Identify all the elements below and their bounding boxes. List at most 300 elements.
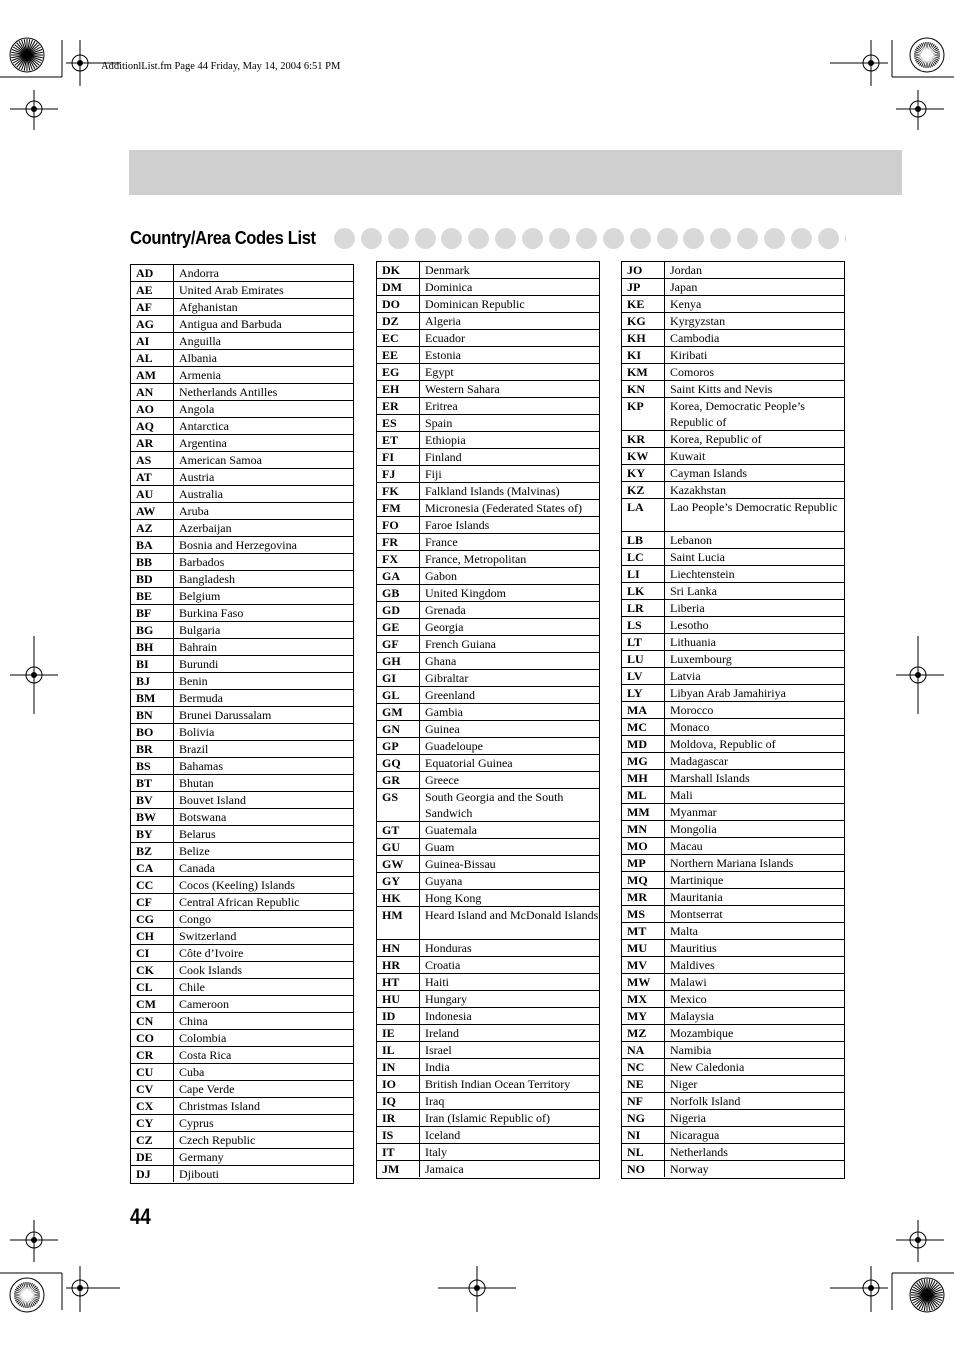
country-code: GQ [377, 755, 420, 772]
country-name: Ethiopia [420, 432, 600, 449]
table-row [131, 588, 353, 605]
country-name: Canada [174, 860, 354, 877]
country-name: Angola [174, 401, 354, 418]
table-row [131, 792, 353, 809]
country-name: Norway [670, 1162, 709, 1176]
country-name: Netherlands Antilles [174, 384, 354, 401]
country-code: GS [377, 789, 420, 822]
country-name: Jamaica [425, 1162, 464, 1176]
country-code: CL [131, 979, 174, 996]
country-name: Belarus [174, 826, 354, 843]
table-row [377, 296, 599, 313]
table-row [622, 347, 844, 364]
country-name: Benin [174, 673, 354, 690]
country-code: AD [131, 265, 174, 282]
country-name: Antarctica [174, 418, 354, 435]
country-name: Italy [420, 1144, 600, 1161]
country-code: HR [377, 957, 420, 974]
country-code: LV [622, 668, 665, 685]
country-name: Sri Lanka [665, 583, 845, 600]
table-row [622, 753, 844, 770]
country-name: Finland [420, 449, 600, 466]
table-row [377, 466, 599, 483]
country-name: Kazakhstan [665, 482, 845, 499]
title-dot [388, 228, 409, 249]
table-row [377, 534, 599, 551]
country-name: Croatia [420, 957, 600, 974]
country-name: Colombia [174, 1030, 354, 1047]
table-row [131, 877, 353, 894]
country-code: BG [131, 622, 174, 639]
country-name: India [420, 1059, 600, 1076]
table-row [131, 1064, 353, 1081]
title-dot [441, 228, 462, 249]
country-name: Hungary [420, 991, 600, 1008]
country-name: Antigua and Barbuda [174, 316, 354, 333]
table-row [377, 839, 599, 856]
country-code: GA [377, 568, 420, 585]
country-name: Bahamas [174, 758, 354, 775]
country-name: Bahrain [174, 639, 354, 656]
country-code: LU [622, 651, 665, 668]
country-name: Indonesia [420, 1008, 600, 1025]
country-code: KM [622, 364, 665, 381]
country-name: Cyprus [174, 1115, 354, 1132]
country-code: KE [622, 296, 665, 313]
table-row [622, 855, 844, 872]
table-row [622, 448, 844, 465]
country-code: FR [377, 534, 420, 551]
table-row [131, 979, 353, 996]
country-name: Israel [420, 1042, 600, 1059]
country-name: Guadeloupe [420, 738, 600, 755]
country-name: Heard Island and McDonald Islands [420, 907, 600, 940]
table-row [377, 653, 599, 670]
table-row [622, 1093, 844, 1110]
table-row [622, 1110, 844, 1127]
table-row [377, 1008, 599, 1025]
country-name: China [174, 1013, 354, 1030]
country-name: Guyana [420, 873, 600, 890]
country-code: AE [131, 282, 174, 299]
country-name: Albania [174, 350, 354, 367]
country-name: Haiti [420, 974, 600, 991]
table-row [377, 551, 599, 568]
table-row [622, 787, 844, 804]
table-row [131, 1115, 353, 1132]
file-header: AdditionlList.fm Page 44 Friday, May 14, 2004 6:51 PM [101, 61, 341, 72]
country-name: Western Sahara [420, 381, 600, 398]
country-name: Mauritius [665, 940, 845, 957]
country-code: CR [131, 1047, 174, 1064]
country-name: United Arab Emirates [174, 282, 354, 299]
country-code: NF [622, 1093, 665, 1110]
table-row [377, 721, 599, 738]
country-code: DE [131, 1149, 174, 1166]
country-code: HM [377, 907, 420, 940]
country-code: IN [377, 1059, 420, 1076]
table-row [622, 974, 844, 991]
country-name: Libyan Arab Jamahiriya [665, 685, 845, 702]
table-row [377, 940, 599, 957]
country-code: BY [131, 826, 174, 843]
country-code: IE [377, 1025, 420, 1042]
table-row [377, 602, 599, 619]
country-name: Czech Republic [174, 1132, 354, 1149]
country-name: Germany [174, 1149, 354, 1166]
table-row [622, 364, 844, 381]
country-code: BJ [131, 673, 174, 690]
country-code: BR [131, 741, 174, 758]
country-name: Micronesia (Federated States of) [420, 500, 600, 517]
table-row [622, 549, 844, 566]
country-code: GD [377, 602, 420, 619]
table-row [131, 826, 353, 843]
title-dot [683, 228, 704, 249]
country-name: Côte d’Ivoire [174, 945, 354, 962]
country-code: KR [622, 431, 665, 448]
table-row [377, 974, 599, 991]
country-name: Christmas Island [174, 1098, 354, 1115]
country-code: AT [131, 469, 174, 486]
country-name: Kenya [665, 296, 845, 313]
table-row [377, 1161, 599, 1178]
table-row [377, 381, 599, 398]
table-row [377, 789, 599, 822]
country-name: Cuba [174, 1064, 354, 1081]
table-row [377, 991, 599, 1008]
country-code: BO [131, 724, 174, 741]
country-name: Congo [174, 911, 354, 928]
country-code: JM [377, 1161, 420, 1178]
country-name: Guinea-Bissau [420, 856, 600, 873]
country-code: HK [377, 890, 420, 907]
country-name: Latvia [665, 668, 845, 685]
table-row [377, 890, 599, 907]
table-row [377, 619, 599, 636]
table-row [377, 670, 599, 687]
table-row [622, 600, 844, 617]
country-code: LK [622, 583, 665, 600]
table-row [377, 1042, 599, 1059]
country-name: Burundi [174, 656, 354, 673]
country-name: Chile [174, 979, 354, 996]
country-code: LB [622, 532, 665, 549]
country-code: MU [622, 940, 665, 957]
country-name: Japan [665, 279, 845, 296]
country-code: MG [622, 753, 665, 770]
table-row [131, 333, 353, 350]
country-name: France [420, 534, 600, 551]
country-name: Malaysia [665, 1008, 845, 1025]
country-name: Martinique [665, 872, 845, 889]
title-dot [818, 228, 839, 249]
country-name: Algeria [420, 313, 600, 330]
country-code: GR [377, 772, 420, 789]
table-row [377, 856, 599, 873]
title-dot [845, 228, 846, 249]
table-row [622, 583, 844, 600]
table-row [131, 486, 353, 503]
table-row [622, 838, 844, 855]
country-name: France, Metropolitan [420, 551, 600, 568]
country-name: Egypt [420, 364, 600, 381]
country-code: GL [377, 687, 420, 704]
country-code: LI [622, 566, 665, 583]
title-dot [415, 228, 436, 249]
country-code: BZ [131, 843, 174, 860]
country-code: CU [131, 1064, 174, 1081]
country-code: DK [377, 262, 420, 279]
country-code: MO [622, 838, 665, 855]
country-code: CO [131, 1030, 174, 1047]
country-name: Belize [174, 843, 354, 860]
title-dot [764, 228, 785, 249]
table-row [131, 1149, 353, 1166]
country-name: Bolivia [174, 724, 354, 741]
country-name: Dominican Republic [420, 296, 600, 313]
country-code: KG [622, 313, 665, 330]
table-row [131, 860, 353, 877]
country-name: Greece [420, 772, 600, 789]
table-row [622, 957, 844, 974]
country-code: DZ [377, 313, 420, 330]
table-row [377, 704, 599, 721]
country-code: CK [131, 962, 174, 979]
country-code: GI [377, 670, 420, 687]
country-code: GN [377, 721, 420, 738]
title-dot [603, 228, 624, 249]
country-name: Gibraltar [420, 670, 600, 687]
title-dot [334, 228, 355, 249]
country-code: MS [622, 906, 665, 923]
title-dot [657, 228, 678, 249]
country-code: CY [131, 1115, 174, 1132]
table-row [131, 435, 353, 452]
country-code: BI [131, 656, 174, 673]
table-row [377, 1059, 599, 1076]
country-code: CV [131, 1081, 174, 1098]
country-code: IS [377, 1127, 420, 1144]
country-code: FK [377, 483, 420, 500]
table-row [131, 537, 353, 554]
country-name: Maldives [665, 957, 845, 974]
table-row [622, 296, 844, 313]
table-row [131, 996, 353, 1013]
table-row [377, 330, 599, 347]
table-row [377, 755, 599, 772]
country-code: ML [622, 787, 665, 804]
country-name: Spain [420, 415, 600, 432]
country-code: MH [622, 770, 665, 787]
table-row [131, 554, 353, 571]
table-row [622, 482, 844, 499]
country-code: MQ [622, 872, 665, 889]
country-name: Liberia [665, 600, 845, 617]
country-name: Gambia [420, 704, 600, 721]
country-code: GH [377, 653, 420, 670]
country-name: Mozambique [665, 1025, 845, 1042]
country-name: Afghanistan [174, 299, 354, 316]
table-row [377, 687, 599, 704]
country-code: BV [131, 792, 174, 809]
country-code: ID [377, 1008, 420, 1025]
table-row [131, 469, 353, 486]
country-code: KY [622, 465, 665, 482]
country-name: Madagascar [665, 753, 845, 770]
country-code: NA [622, 1042, 665, 1059]
table-row [131, 962, 353, 979]
table-row [131, 299, 353, 316]
country-code: CF [131, 894, 174, 911]
country-code: LY [622, 685, 665, 702]
table-row [622, 719, 844, 736]
country-name: Jordan [665, 262, 845, 279]
table-row [377, 449, 599, 466]
country-code: KI [622, 347, 665, 364]
country-name: Mauritania [665, 889, 845, 906]
table-row [377, 364, 599, 381]
section-title-row [130, 224, 846, 252]
country-name: Gabon [420, 568, 600, 585]
country-name: Bulgaria [174, 622, 354, 639]
country-code: FO [377, 517, 420, 534]
country-name: Cambodia [665, 330, 845, 347]
table-row [377, 500, 599, 517]
country-code: CI [131, 945, 174, 962]
table-row [622, 1144, 844, 1161]
country-code: IR [377, 1110, 420, 1127]
country-name: British Indian Ocean Territory [420, 1076, 600, 1093]
country-name: Argentina [174, 435, 354, 452]
country-code: EE [377, 347, 420, 364]
country-name: New Caledonia [665, 1059, 845, 1076]
country-code: NL [622, 1144, 665, 1161]
country-code: ER [377, 398, 420, 415]
country-code: BT [131, 775, 174, 792]
table-row [377, 398, 599, 415]
country-name: Lebanon [665, 532, 845, 549]
table-row [131, 1047, 353, 1064]
country-code: HU [377, 991, 420, 1008]
country-code: MV [622, 957, 665, 974]
title-dot [791, 228, 812, 249]
country-name: Andorra [174, 265, 354, 282]
table-row [131, 384, 353, 401]
country-code: BS [131, 758, 174, 775]
table-row [131, 452, 353, 469]
country-code: CC [131, 877, 174, 894]
table-row [622, 923, 844, 940]
country-code: HT [377, 974, 420, 991]
table-row [377, 517, 599, 534]
table-row [131, 639, 353, 656]
country-code: AI [131, 333, 174, 350]
table-row [131, 724, 353, 741]
country-name: Iraq [420, 1093, 600, 1110]
country-name: Brunei Darussalam [174, 707, 354, 724]
table-row [622, 566, 844, 583]
country-name: Central African Republic [174, 894, 354, 911]
country-name: Cocos (Keeling) Islands [174, 877, 354, 894]
table-row [622, 398, 844, 431]
country-code: NG [622, 1110, 665, 1127]
table-row [131, 350, 353, 367]
title-dot [361, 228, 382, 249]
country-code: LS [622, 617, 665, 634]
country-name: Mali [665, 787, 845, 804]
country-code: CZ [131, 1132, 174, 1149]
country-code: BB [131, 554, 174, 571]
table-row [622, 381, 844, 398]
table-row [131, 894, 353, 911]
country-name: Montserrat [665, 906, 845, 923]
table-row [622, 1076, 844, 1093]
country-name: Lesotho [665, 617, 845, 634]
country-name: Costa Rica [174, 1047, 354, 1064]
country-code: BF [131, 605, 174, 622]
table-row [377, 262, 599, 279]
country-name: United Kingdom [420, 585, 600, 602]
country-code: DJ [131, 1166, 174, 1183]
table-row [622, 685, 844, 702]
country-code: CH [131, 928, 174, 945]
country-name: Guinea [420, 721, 600, 738]
country-name: Falkland Islands (Malvinas) [420, 483, 600, 500]
country-name: Cayman Islands [665, 465, 845, 482]
country-name: Iceland [420, 1127, 600, 1144]
table-row [131, 1013, 353, 1030]
table-row [131, 945, 353, 962]
country-name: Liechtenstein [665, 566, 845, 583]
country-code: GT [377, 822, 420, 839]
table-row [131, 622, 353, 639]
table-row [377, 772, 599, 789]
country-name: Bosnia and Herzegovina [174, 537, 354, 554]
table-row [131, 1081, 353, 1098]
table-row [622, 1008, 844, 1025]
country-code: DM [377, 279, 420, 296]
country-code: GU [377, 839, 420, 856]
table-row [377, 1144, 599, 1161]
table-row [377, 313, 599, 330]
country-code: MA [622, 702, 665, 719]
table-row [622, 770, 844, 787]
country-name: Korea, Republic of [665, 431, 845, 448]
title-dot [468, 228, 489, 249]
table-row [377, 907, 599, 940]
country-code: BH [131, 639, 174, 656]
country-name: Belgium [174, 588, 354, 605]
page-title: Country/Area Codes List [130, 227, 316, 248]
table-row [131, 758, 353, 775]
country-name: Greenland [420, 687, 600, 704]
country-name: Saint Kitts and Nevis [665, 381, 845, 398]
country-name: Guatemala [420, 822, 600, 839]
country-name: Burkina Faso [174, 605, 354, 622]
country-code: EG [377, 364, 420, 381]
table-row [131, 1166, 353, 1183]
title-dot [710, 228, 731, 249]
country-code: MP [622, 855, 665, 872]
country-code: AN [131, 384, 174, 401]
country-name: Cape Verde [174, 1081, 354, 1098]
country-code: BD [131, 571, 174, 588]
table-row [622, 1042, 844, 1059]
country-code: MT [622, 923, 665, 940]
country-code: MY [622, 1008, 665, 1025]
table-row [622, 736, 844, 753]
